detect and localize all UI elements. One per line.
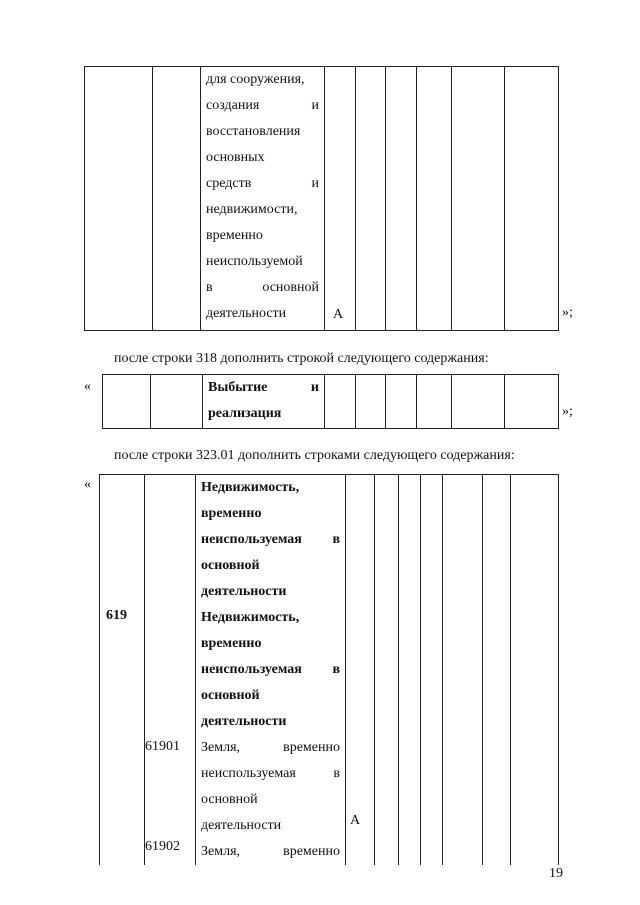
name-line: Недвижимость,: [201, 480, 300, 495]
cell-blank: [505, 67, 559, 331]
cell-blank: [151, 375, 203, 429]
name-line: реализация: [208, 406, 282, 421]
page-number: 19: [549, 866, 563, 881]
cell-blank: [356, 67, 386, 331]
cell-blank: [85, 67, 153, 331]
close-quote: »;: [562, 404, 573, 419]
cell-blank: [483, 475, 511, 866]
cell-blank: [421, 475, 443, 866]
close-quote: »;: [562, 305, 573, 320]
code-61901: 61901: [145, 739, 180, 754]
name-line: неиспользуемая в: [201, 662, 340, 677]
cell-blank: [356, 375, 386, 429]
cell-blank: [452, 375, 505, 429]
cell-blank: [417, 375, 452, 429]
name-line: основных: [206, 150, 265, 165]
table-row-318: [102, 374, 559, 429]
instruction-paragraph: после строки 318 дополнить строкой следующего содержания:: [114, 351, 489, 366]
name-line: в основной: [206, 280, 319, 295]
cell-name: [201, 67, 325, 331]
cell-mark: [346, 475, 375, 866]
name-line: деятельности: [201, 584, 287, 599]
table-continuation: [84, 66, 559, 331]
name-line: временно: [201, 506, 262, 521]
name-line: основной: [201, 558, 260, 573]
open-quote: «: [84, 477, 91, 492]
name-line: Земля, временно: [201, 844, 340, 859]
name-line: недвижимости,: [206, 202, 298, 217]
cell-blank: [386, 375, 417, 429]
name-line: неиспользуемая в: [201, 532, 340, 547]
name-line: деятельности: [201, 714, 287, 729]
name-line: временно: [206, 228, 263, 243]
code-61902: 61902: [145, 839, 180, 854]
cell-blank: [443, 475, 483, 866]
open-quote: «: [84, 379, 91, 394]
cell-blank: [386, 67, 417, 331]
name-line: создания и: [206, 98, 319, 113]
name-line: для сооружения,: [206, 72, 305, 87]
name-line: Недвижимость,: [201, 610, 300, 625]
cell-name: [203, 375, 325, 429]
cell-code-619: [100, 475, 145, 866]
cell-mark: [325, 67, 356, 331]
cell-blank: [153, 67, 201, 331]
cell-name: [196, 475, 346, 866]
name-line: основной: [201, 792, 258, 807]
name-line: Земля, временно: [201, 740, 340, 755]
name-line: средств и: [206, 176, 319, 191]
cell-blank: [325, 375, 356, 429]
cell-blank: [103, 375, 151, 429]
name-line: Выбытие и: [208, 380, 319, 395]
cell-blank: [452, 67, 505, 331]
name-line: неиспользуемая в: [201, 766, 340, 781]
code-619: 619: [106, 608, 127, 623]
name-line: восстановления: [206, 124, 301, 139]
cell-blank: [511, 475, 559, 866]
cell-blank: [417, 67, 452, 331]
mark-a: А: [350, 813, 361, 828]
name-line: временно: [201, 636, 262, 651]
name-line: неиспользуемой: [206, 254, 303, 269]
cell-blank: [399, 475, 421, 866]
cell-subcodes: [145, 475, 196, 866]
instruction-paragraph: после строки 323.01 дополнить строками следующего содержания:: [114, 448, 515, 463]
table-rows-619: [99, 474, 559, 865]
cell-blank: [505, 375, 559, 429]
cell-blank: [375, 475, 399, 866]
name-line: деятельности: [201, 818, 282, 833]
name-line: деятельности: [206, 306, 287, 321]
mark-a: А: [333, 307, 344, 322]
name-line: основной: [201, 688, 260, 703]
